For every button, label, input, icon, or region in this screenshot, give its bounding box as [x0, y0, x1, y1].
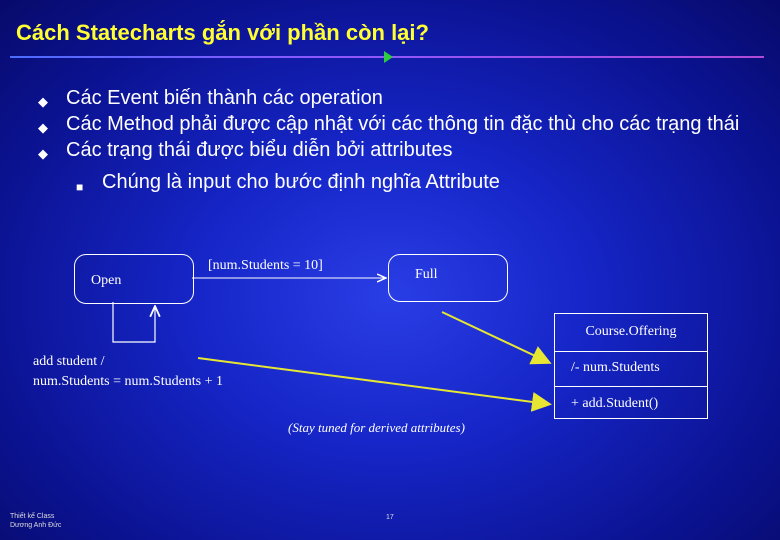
footer-line-1: Thiết kế Class: [10, 513, 55, 520]
trace-arrow-state-to-attribute: [442, 312, 548, 362]
trace-arrow-event-to-operation: [198, 358, 548, 404]
diagram-note: (Stay tuned for derived attributes): [288, 420, 465, 435]
self-transition-open: [113, 302, 155, 342]
action-line-2: num.Students = num.Students + 1: [33, 374, 224, 389]
state-open: [74, 254, 194, 304]
footer-credit: [10, 512, 61, 530]
class-operation: + add.Student(): [571, 396, 659, 411]
slide-title: Cách Statecharts gắn với phần còn lại?: [16, 20, 429, 45]
class-divider: [555, 386, 707, 387]
self-transition-action: [33, 352, 223, 392]
diamond-bullet-icon: ◆: [38, 94, 48, 109]
state-full: [388, 254, 508, 302]
action-line-1: add student /: [33, 354, 105, 369]
transition-guard: [num.Students = 10]: [208, 258, 323, 273]
class-attribute: /- num.Students: [571, 360, 660, 375]
state-full-label: Full: [415, 267, 438, 282]
bullet-text: Các trạng thái được biểu diễn bởi attributes: [66, 139, 453, 161]
diamond-bullet-icon: ◆: [38, 146, 48, 161]
state-open-label: Open: [91, 273, 122, 288]
footer-line-2: Dương Anh Đức: [10, 522, 62, 529]
sub-bullet-text: Chúng là input cho bước định nghĩa Attribute: [102, 171, 500, 193]
square-bullet-icon: ■: [76, 180, 84, 194]
class-divider: [555, 351, 707, 352]
class-name: Course.Offering: [585, 324, 677, 339]
bullet-text: Các Event biến thành các operation: [66, 87, 383, 109]
class-box: [554, 313, 708, 419]
diamond-bullet-icon: ◆: [38, 120, 48, 135]
bullet-text: Các Method phải được cập nhật với các thông tin đặc thù cho các trạng thái: [66, 113, 740, 135]
page-number: 17: [386, 514, 394, 521]
